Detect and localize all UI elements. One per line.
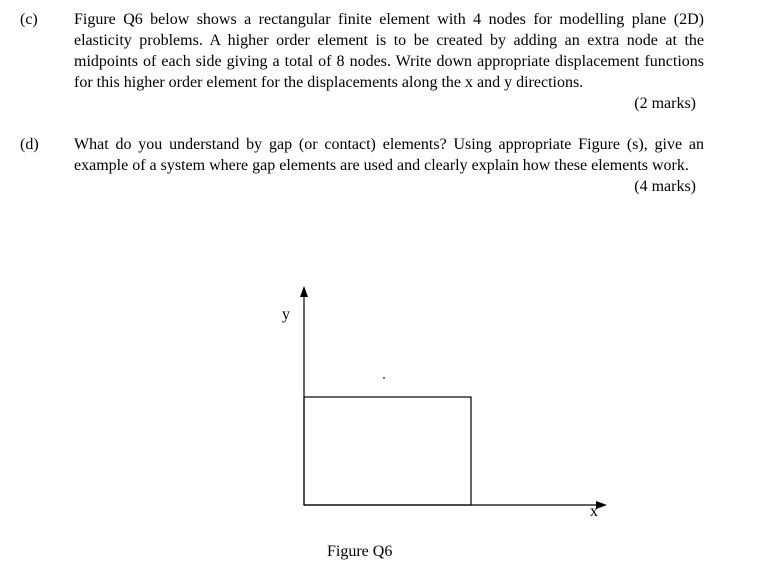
figure-caption: Figure Q6	[327, 543, 393, 560]
question-text-c: Figure Q6 below shows a rectangular finite element with 4 nodes for modelling plane (2D) elasticity problems. A higher order element is to be created by adding an extra node at the midpoints of each side giving a total of 8 nodes. Write down appropriate displacement functions for this higher order element for the displacements along the x and y directions.	[74, 11, 704, 91]
x-axis-label: x	[590, 503, 598, 520]
y-axis-arrowhead	[300, 286, 308, 297]
marks-d: (4 marks)	[634, 178, 696, 195]
y-axis-label: y	[282, 306, 290, 323]
marks-c: (2 marks)	[634, 95, 696, 112]
rectangular-element	[304, 397, 471, 505]
question-label-c: (c)	[20, 11, 38, 28]
question-label-d: (d)	[20, 136, 39, 153]
question-text-d: What do you understand by gap (or contact) elements? Using appropriate Figure (s), give an example of a system where gap elements are used and clearly explain how these elements work.	[74, 136, 704, 174]
stray-dot	[383, 377, 385, 379]
